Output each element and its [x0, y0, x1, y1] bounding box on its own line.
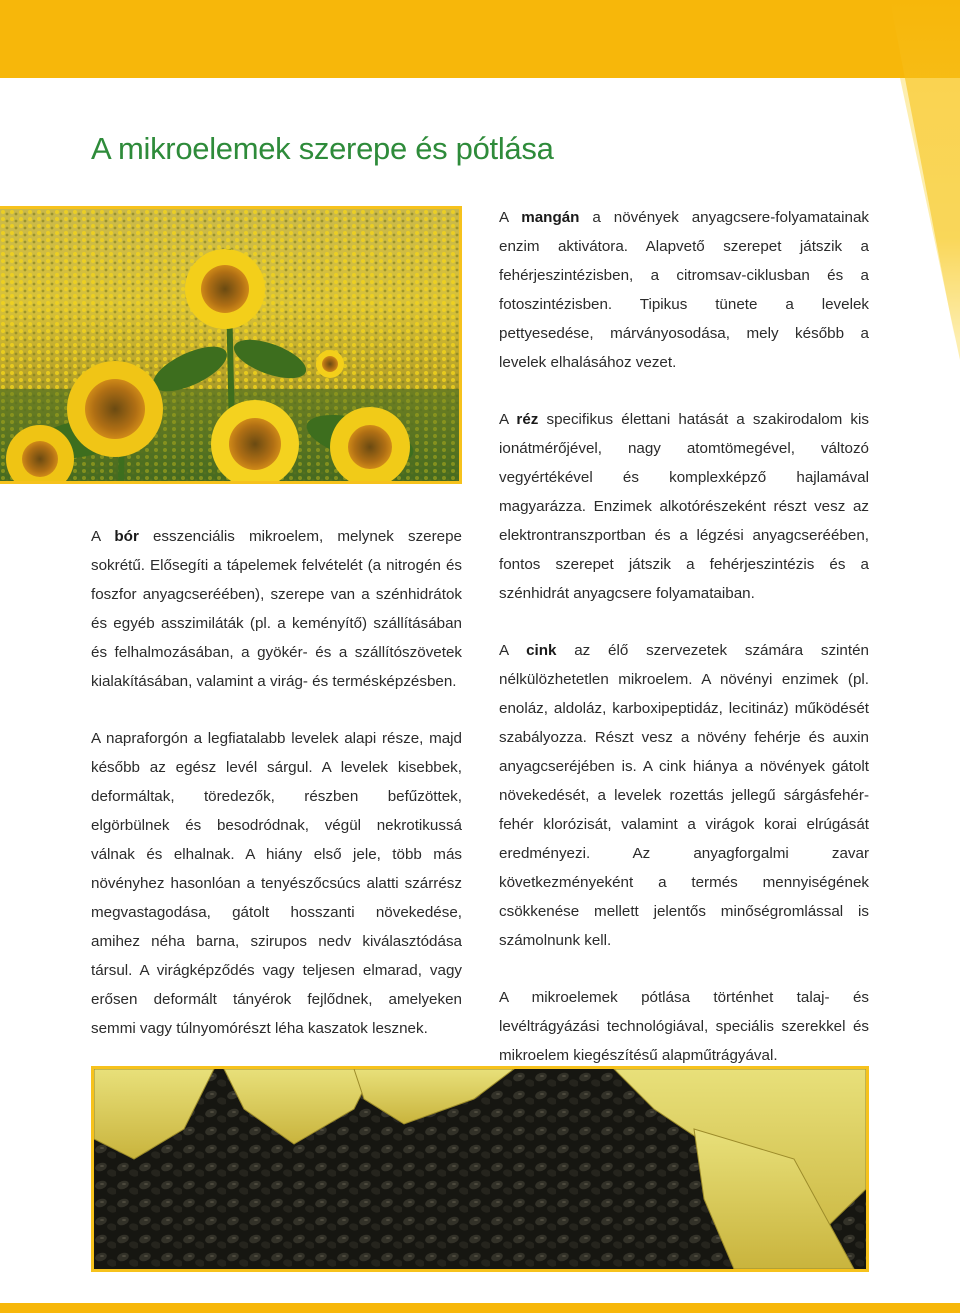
- bor-prefix: A: [91, 528, 115, 545]
- cink-term: cink: [526, 642, 557, 659]
- mangan-text: a növények anyagcsere-folyamatainak enzim aktivátora. Alapvető szerepet játszik a fehérjeszintézisben, a citromsav-ciklusban és a fotoszintézisben. Tipikus tünete a levelek pettyesedése, márványosodása, mely később a levelek elhalásához vezet.: [499, 209, 870, 371]
- right-text-column: [499, 203, 869, 1098]
- mangan-prefix: A: [499, 209, 522, 226]
- page-title: A mikroelemek szerepe és pótlása: [91, 131, 554, 166]
- cink-prefix: A: [499, 642, 527, 659]
- bottom-yellow-band: [0, 1303, 960, 1313]
- mangan-paragraph: [499, 203, 869, 377]
- cink-text: az élő szervezetek számára szintén nélkülözhetetlen mikroelem. A növényi enzimek (pl. enoláz, aldoláz, karboxipeptidáz, lecitináz) működését szabályozza. Részt vesz a növény fehérje és auxin anyagcseréjében is. A cink hiánya a növények gátolt növekedését, a levelek rozettás jellegű sárgásfehér-fehér klorózisát, valamint a virágok korai elrúgását eredményezi. Az anyagforgalmi zavar következményeként a termés mennyiségének csökkenése mellett jelentős minőségromlással is számolnunk kell.: [499, 642, 869, 949]
- rez-term: réz: [516, 411, 539, 428]
- sunflower-seed-head-closeup-photo: [91, 1066, 869, 1272]
- bor-paragraph: [91, 522, 462, 696]
- mangan-term: mangán: [521, 209, 580, 226]
- rez-prefix: A: [499, 411, 517, 428]
- left-text-column: [91, 522, 462, 1071]
- cink-paragraph: [499, 636, 869, 955]
- rez-paragraph: [499, 405, 869, 608]
- sunflower-seed-head-illustration: [94, 1069, 866, 1269]
- potlas-paragraph: A mikroelemek pótlása történhet talaj- és levéltrágyázási technológiával, speciális szerekkel és mikroelem kiegészítésű alapműtrágyával.: [499, 989, 869, 1064]
- bor-text: esszenciális mikroelem, melynek szerepe sokrétű. Elősegíti a tápelemek felvételét (a nitrogén és foszfor anyagcseréében), szerepe van a szénhidrátok és egyéb asszimiláták (pl. a keményítő) szállításában és felhalmozásában, a gyökér- és a szállítószövetek kialakításában, valamint a virág- és termésképzésben.: [91, 528, 463, 690]
- top-yellow-band: [0, 0, 960, 78]
- bor-term: bór: [114, 528, 139, 545]
- sunflower-field-illustration: [0, 209, 459, 481]
- napraforgo-paragraph: A napraforgón a legfiatalabb levelek alapi része, majd később az egész levél sárgul. A levelek kisebbek, deformáltak, töredezők, részben befűzöttek, elgörbülnek és besodródnak, végül nekrotikussá válnak és elhalnak. A hiány első jele, több más növényhez hasonlóan a tenyészőcsúcs alatti szárrész megvastagodása, gátolt hosszanti növekedése, amihez néha barna, szirupos nedv kiválasztódása társul. A virágképződés vagy teljesen elmarad, vagy erősen deformált tányérok fejlődnek, amelyeken semmi vagy túlnyomórészt léha kaszatok lesznek.: [91, 730, 462, 1037]
- sunflower-field-photo: [0, 206, 462, 484]
- rez-text: specifikus élettani hatását a szakirodalom kis ionátmérőjével, nagy atomtömegével, változó vegyértékével és komplexképző hajlamával magyarázza. Enzimek alkotórészeként részt vesz az elektrontranszportban és a légzési anyagcseréében, fontos szerepet játszik a fehérjeszintézis és a szénhidrát anyagcsere folyamataiban.: [499, 411, 869, 602]
